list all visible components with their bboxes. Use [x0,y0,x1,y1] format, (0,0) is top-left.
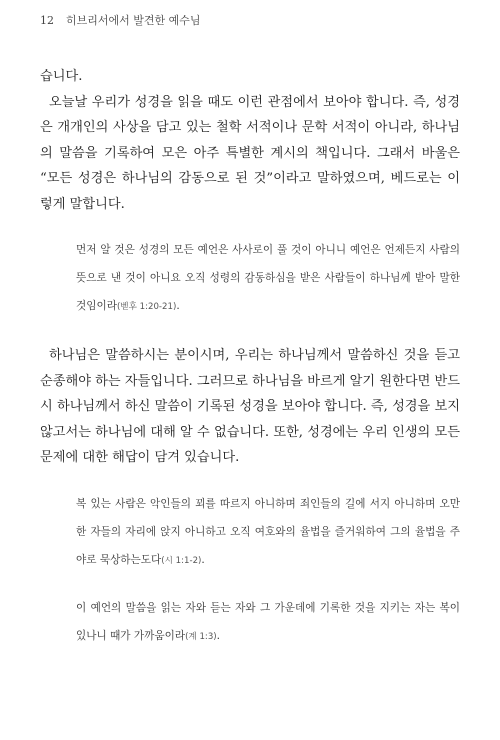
running-title: 히브리서에서 발견한 예수님 [66,14,201,27]
quote-text: 이 예언의 말씀을 읽는 자와 듣는 자와 그 가운데에 기록한 것을 지키는 자는 복이 있나니 때가 가까움이라 [76,602,460,642]
paragraph-text: 오늘날 우리가 성경을 읽을 때도 이런 관점에서 보아야 합니다. 즉, 성경은 개개인의 사상을 담고 있는 철학 서적이나 문학 서적이 아니라, 하나님의 말씀을 기록하여 모은 아주 특별한 계시의 책입니다. 그래서 바울은 “모든 성경은 하나님의 감동으로 된 것”이라고 말하였으며, 베드로는 이렇게 말합니다. [40,94,460,212]
quote-period: . [201,554,205,566]
continuation-line: 습니다. [40,69,83,84]
page-number: 12 [40,14,54,27]
quote-text-block [76,490,460,575]
body-paragraph-1 [40,64,460,217]
body-paragraph-2 [40,343,460,471]
running-header [40,12,201,28]
scripture-quote-1 [76,236,460,321]
quote-text-block [76,236,460,321]
quote-text-block [76,594,460,651]
quote-period: . [176,300,180,312]
quote-period: . [216,630,221,642]
quote-text: 먼저 알 것은 성경의 모든 예언은 사사로이 풀 것이 아니니 예언은 언제든지 사람의 뜻으로 낸 것이 아니요 오직 성령의 감동하심을 받은 사람들이 하나님께 받아 말한 것임이라 [76,244,460,312]
quote-text: 복 있는 사람은 악인들의 꾀를 따르지 아니하며 죄인들의 길에 서지 아니하며 오만한 자들의 자리에 앉지 아니하고 오직 여호와의 율법을 즐거워하여 그의 율법을 주야로 묵상하는도다 [76,498,460,566]
quote-reference: (시 1:1-2) [161,556,202,566]
scripture-quote-2 [76,490,460,575]
quote-reference: (계 1:3) [185,632,217,642]
paragraph-text: 하나님은 말씀하시는 분이시며, 우리는 하나님께서 말씀하신 것을 듣고 순종해야 하는 자들입니다. 그러므로 하나님을 바르게 알기 원한다면 반드시 하나님께서 하신 말씀이 기록된 성경을 보아야 합니다. 즉, 성경을 보지 않고서는 하나님에 대해 알 수 없습니다. 또한, 성경에는 우리 인생의 모든 문제에 대한 해답이 담겨 있습니다. [40,348,460,465]
quote-reference: (벧후 1:20-21) [116,302,177,312]
scripture-quote-3 [76,594,460,651]
